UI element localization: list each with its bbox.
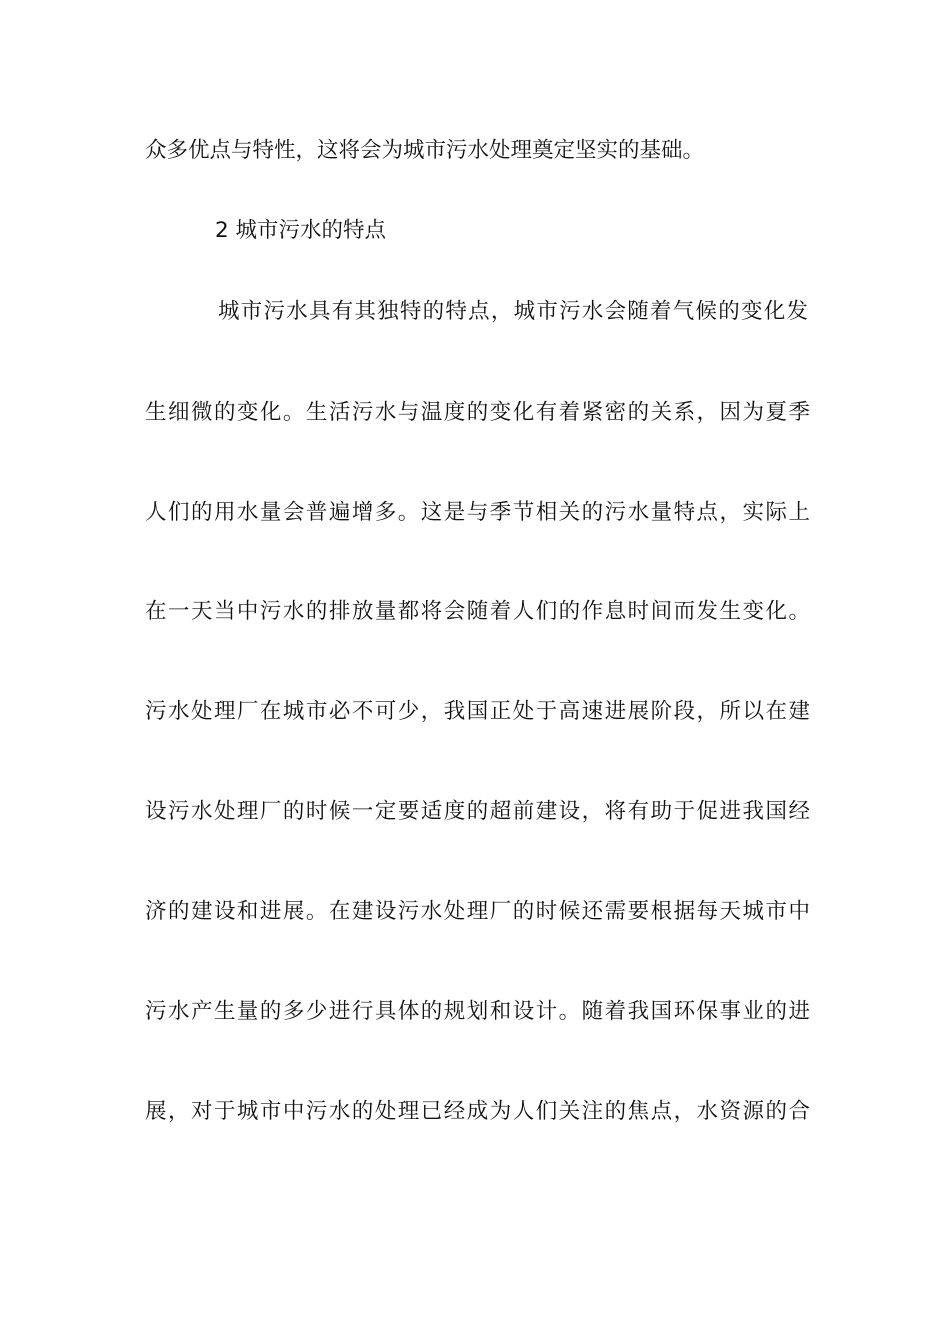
paragraph-line: 生细微的变化。生活污水与温度的变化有着紧密的关系，因为夏季 (145, 400, 810, 425)
paragraph-line: 济的建设和进展。在建设污水处理厂的时候还需要根据每天城市中 (145, 899, 810, 924)
paragraph-line: 展，对于城市中污水的处理已经成为人们关注的焦点，水资源的合 (145, 1099, 810, 1124)
section-heading: 2 城市污水的特点 (215, 218, 387, 243)
paragraph-line: 污水处理厂在城市必不可少，我国正处于高速进展阶段，所以在建 (145, 699, 810, 724)
paragraph-first-line: 城市污水具有其独特的特点，城市污水会随着气候的变化发 (218, 299, 808, 324)
paragraph-line: 人们的用水量会普遍增多。这是与季节相关的污水量特点，实际上 (145, 500, 810, 525)
paragraph-line: 污水产生量的多少进行具体的规划和设计。随着我国环保事业的进 (145, 999, 810, 1024)
paragraph-line: 设污水处理厂的时候一定要适度的超前建设，将有助于促进我国经 (145, 799, 810, 824)
paragraph-line: 在一天当中污水的排放量都将会随着人们的作息时间而发生变化。 (145, 599, 810, 624)
paragraph-continuation-line: 众多优点与特性，这将会为城市污水处理奠定坚实的基础。 (145, 138, 705, 163)
